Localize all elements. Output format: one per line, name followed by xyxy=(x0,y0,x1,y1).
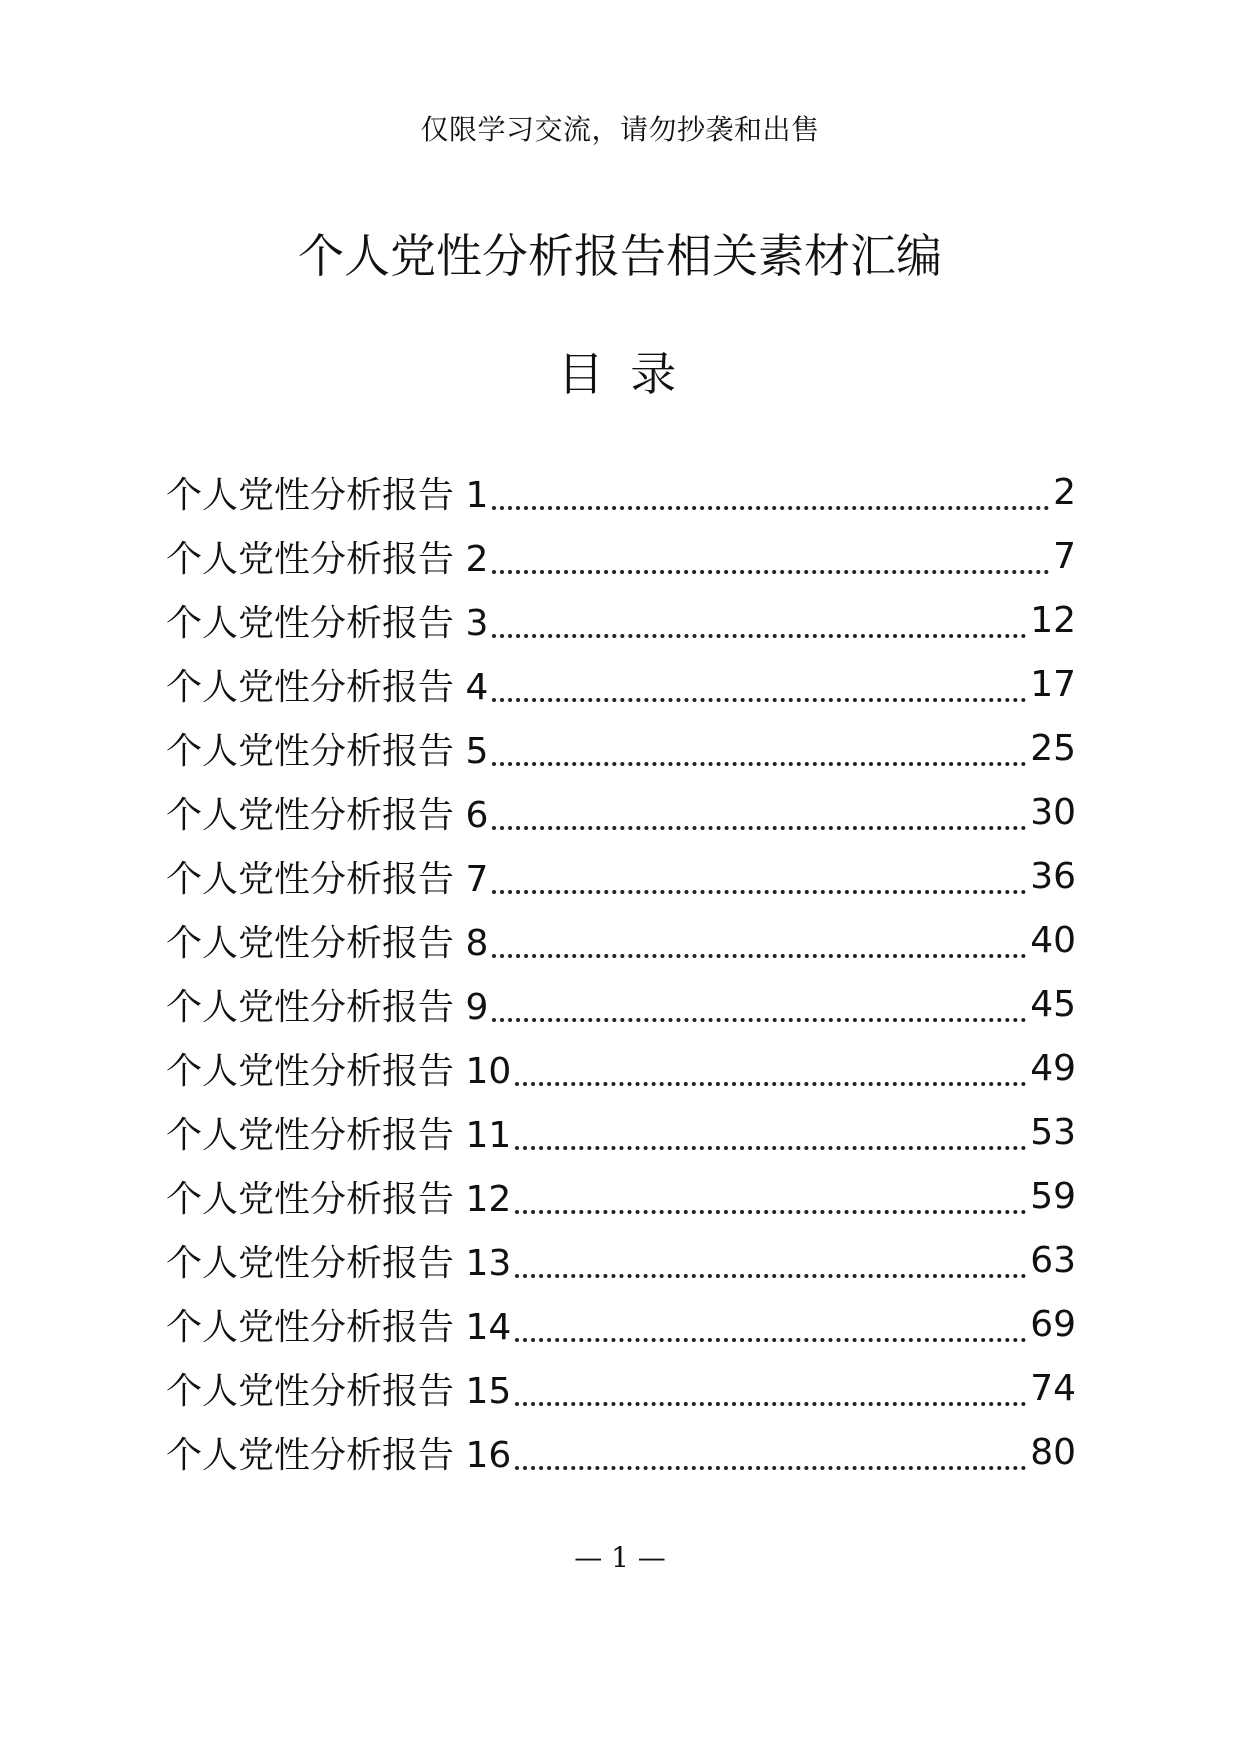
toc-entry-label: 个人党性分析报告 15 xyxy=(166,1370,512,1412)
toc-entry[interactable] xyxy=(166,1228,1076,1292)
toc-leader-dots xyxy=(515,1274,1026,1278)
toc-entry-page: 59 xyxy=(1030,1175,1076,1217)
toc-entry[interactable] xyxy=(166,652,1076,716)
toc-entry-label: 个人党性分析报告 2 xyxy=(166,538,489,580)
toc-entry-label: 个人党性分析报告 4 xyxy=(166,666,489,708)
toc-entry[interactable] xyxy=(166,1100,1076,1164)
toc-entry-label: 个人党性分析报告 5 xyxy=(166,730,489,772)
toc-leader-dots xyxy=(492,826,1026,830)
toc-leader-dots xyxy=(492,1018,1026,1022)
toc-leader-dots xyxy=(515,1338,1026,1342)
toc-entry-page: 36 xyxy=(1030,855,1076,897)
toc-entry-label: 个人党性分析报告 10 xyxy=(166,1050,512,1092)
toc-entry-page: 40 xyxy=(1030,919,1076,961)
document-title: 个人党性分析报告相关素材汇编 xyxy=(298,229,942,283)
toc-entry-label: 个人党性分析报告 9 xyxy=(166,986,489,1028)
toc-entry-label: 个人党性分析报告 16 xyxy=(166,1434,512,1476)
toc-entry-page: 17 xyxy=(1030,663,1076,705)
toc-entry-page: 69 xyxy=(1030,1303,1076,1345)
toc-entry-page: 45 xyxy=(1030,983,1076,1025)
toc-leader-dots xyxy=(515,1210,1026,1214)
toc-entry[interactable] xyxy=(166,1420,1076,1484)
toc-leader-dots xyxy=(515,1082,1026,1086)
toc-leader-dots xyxy=(515,1146,1026,1150)
toc-leader-dots xyxy=(492,698,1026,702)
toc-entry[interactable] xyxy=(166,460,1076,524)
toc-entry-label: 个人党性分析报告 1 xyxy=(166,474,489,516)
toc-entry[interactable] xyxy=(166,524,1076,588)
page-number: — 1 — xyxy=(574,1541,666,1574)
toc-entry-page: 53 xyxy=(1030,1111,1076,1153)
toc-entry[interactable] xyxy=(166,844,1076,908)
toc-leader-dots xyxy=(492,954,1026,958)
toc-entry[interactable] xyxy=(166,908,1076,972)
toc-entry[interactable] xyxy=(166,1036,1076,1100)
toc-entry-page: 63 xyxy=(1030,1239,1076,1281)
toc-leader-dots xyxy=(492,570,1049,574)
toc-entry-page: 80 xyxy=(1030,1431,1076,1473)
toc-entry-page: 2 xyxy=(1053,471,1076,513)
toc-entry-page: 7 xyxy=(1053,535,1076,577)
toc-leader-dots xyxy=(492,634,1026,638)
toc-entry-page: 30 xyxy=(1030,791,1076,833)
toc-leader-dots xyxy=(492,506,1049,510)
toc-entry-page: 25 xyxy=(1030,727,1076,769)
toc-leader-dots xyxy=(515,1402,1026,1406)
toc-entry-page: 74 xyxy=(1030,1367,1076,1409)
toc-entry[interactable] xyxy=(166,972,1076,1036)
toc-entry[interactable] xyxy=(166,780,1076,844)
toc-heading: 目 录 xyxy=(557,347,683,401)
toc-entry[interactable] xyxy=(166,716,1076,780)
header-note: 仅限学习交流，请勿抄袭和出售 xyxy=(420,113,820,146)
toc-entry-page: 12 xyxy=(1030,599,1076,641)
toc-entry-label: 个人党性分析报告 11 xyxy=(166,1114,512,1156)
toc-leader-dots xyxy=(492,890,1026,894)
toc-entry-label: 个人党性分析报告 12 xyxy=(166,1178,512,1220)
toc-entry-label: 个人党性分析报告 6 xyxy=(166,794,489,836)
toc-entry-label: 个人党性分析报告 8 xyxy=(166,922,489,964)
toc-entry[interactable] xyxy=(166,1356,1076,1420)
toc-entry-label: 个人党性分析报告 13 xyxy=(166,1242,512,1284)
table-of-contents xyxy=(166,460,1076,1484)
toc-entry-page: 49 xyxy=(1030,1047,1076,1089)
toc-entry[interactable] xyxy=(166,1292,1076,1356)
toc-entry[interactable] xyxy=(166,1164,1076,1228)
toc-entry[interactable] xyxy=(166,588,1076,652)
toc-entry-label: 个人党性分析报告 3 xyxy=(166,602,489,644)
toc-leader-dots xyxy=(492,762,1026,766)
toc-entry-label: 个人党性分析报告 7 xyxy=(166,858,489,900)
toc-entry-label: 个人党性分析报告 14 xyxy=(166,1306,512,1348)
toc-leader-dots xyxy=(515,1466,1026,1470)
